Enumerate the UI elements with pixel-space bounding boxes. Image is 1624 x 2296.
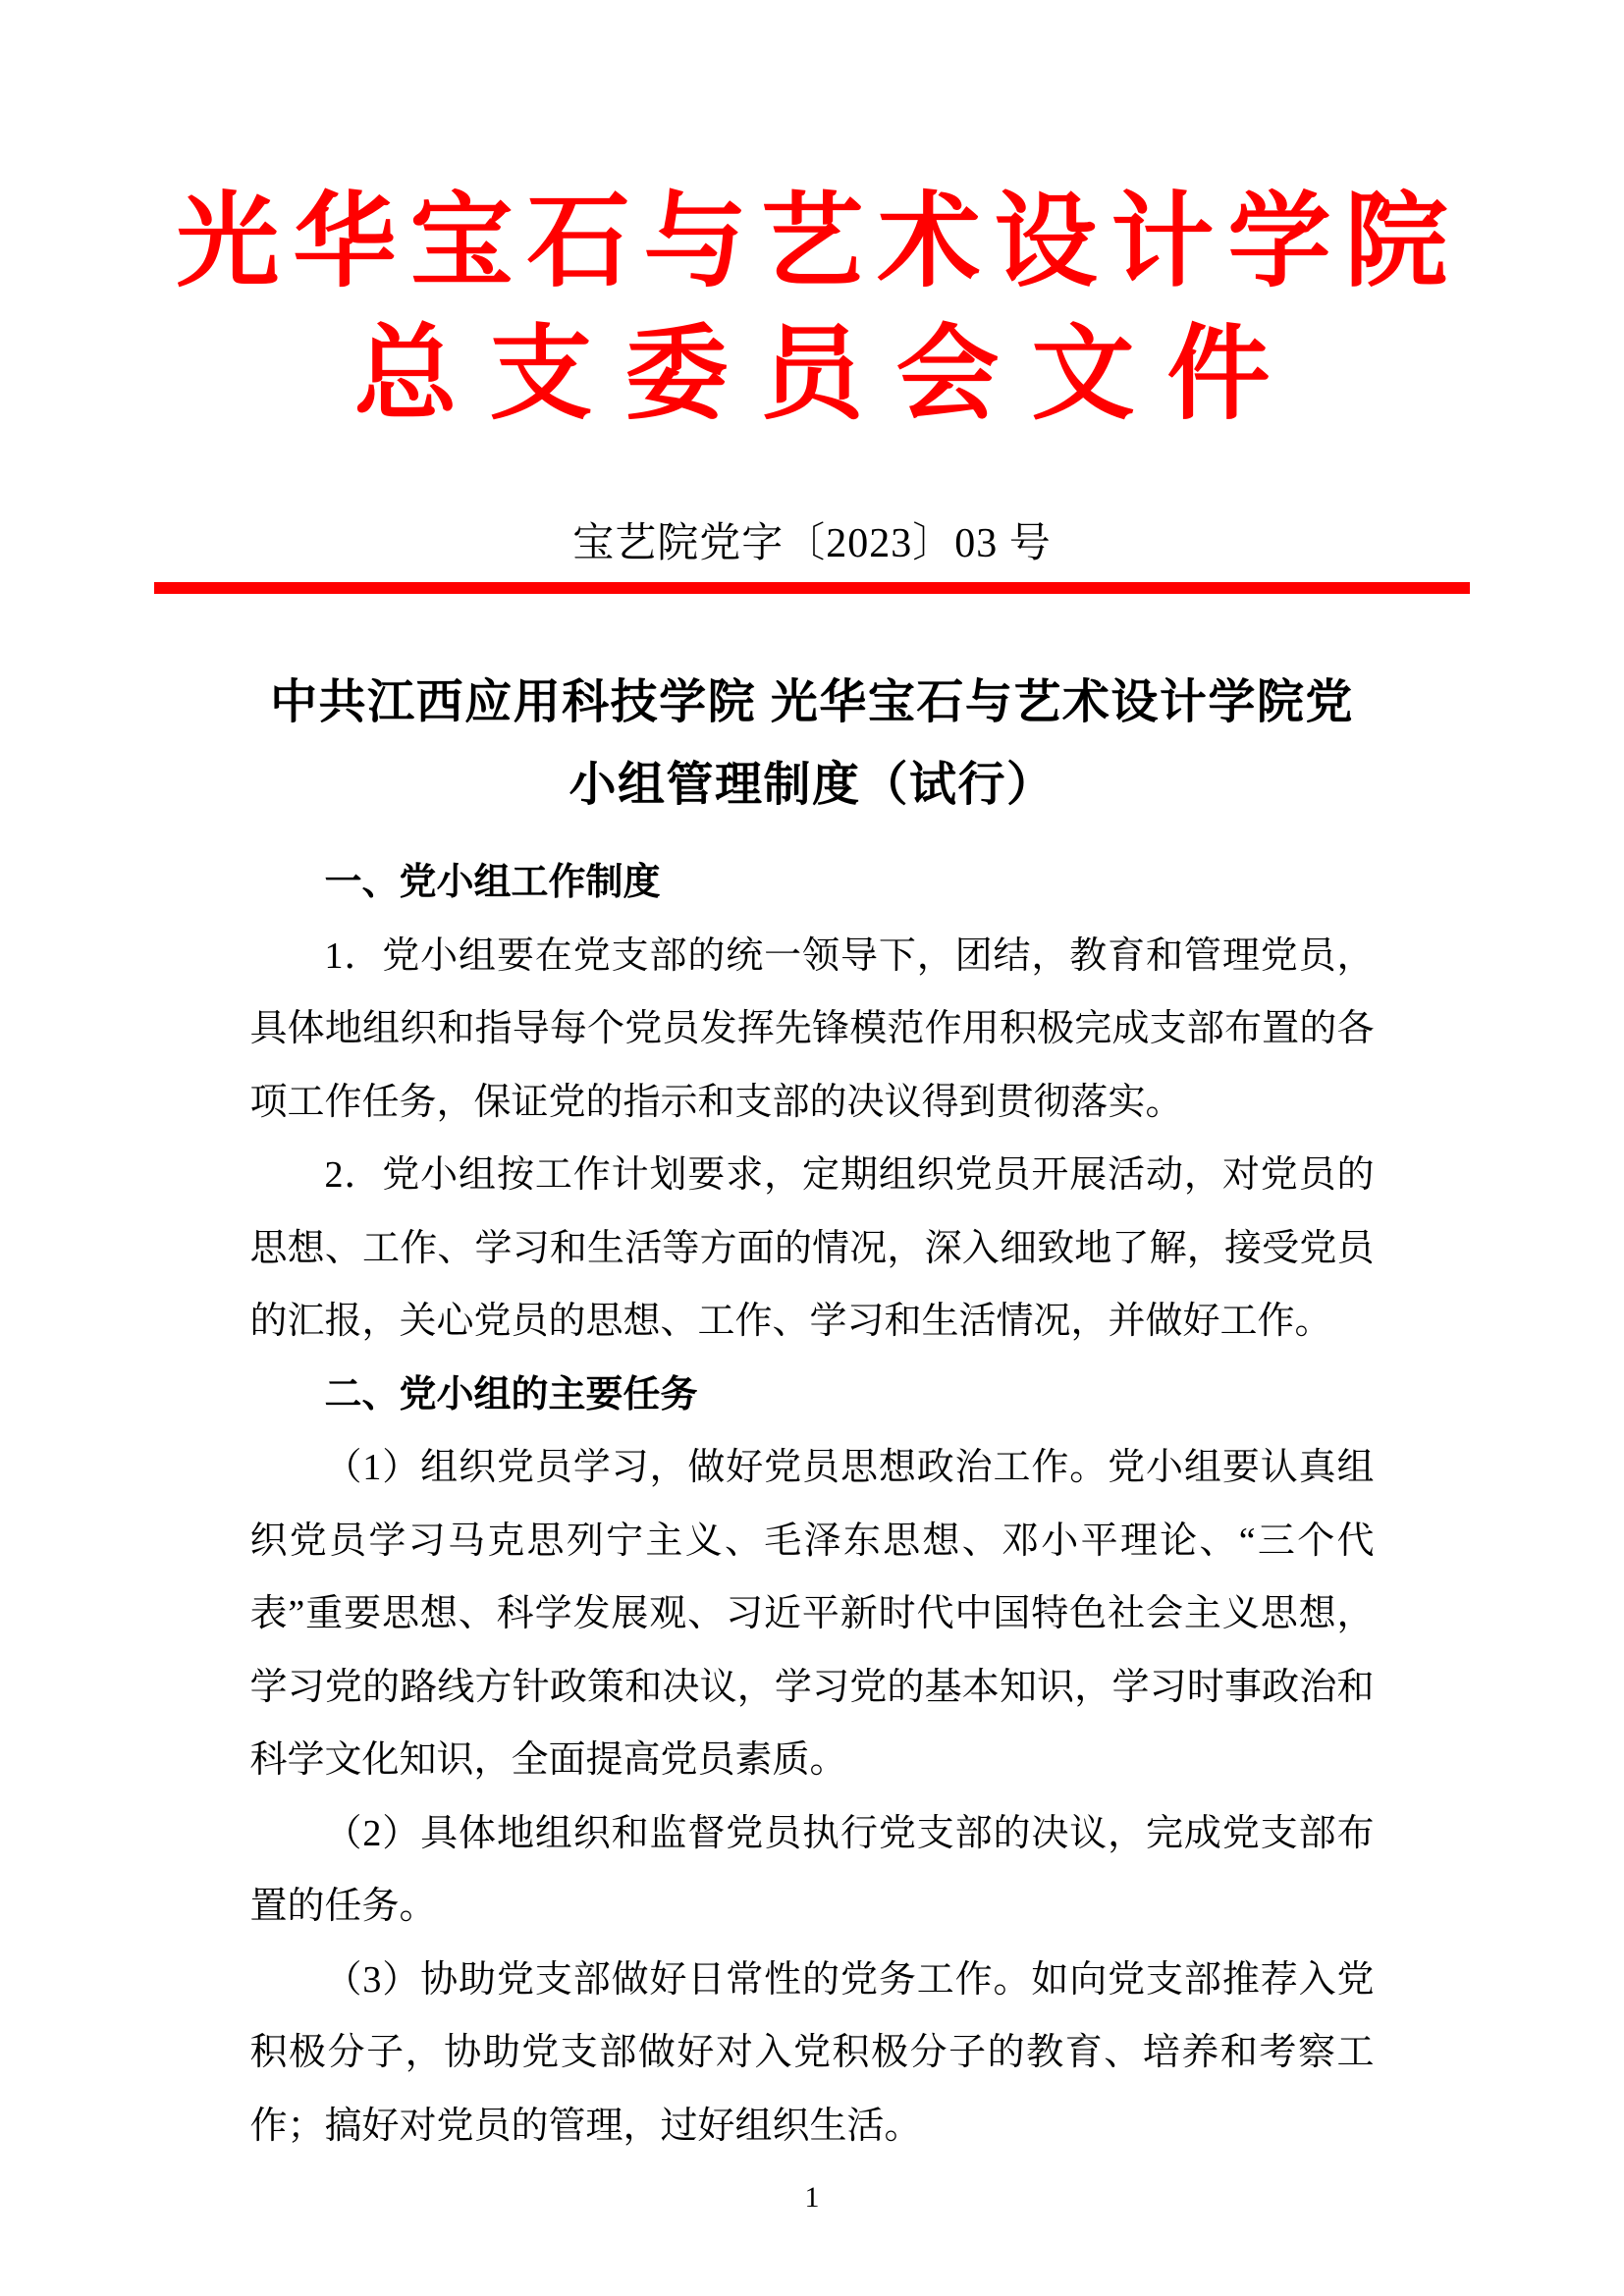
body-paragraph: （2）具体地组织和监督党员执行党支部的决议，完成党支部布置的任务。 <box>249 1812 1375 1927</box>
document-title <box>0 662 1624 827</box>
body-paragraph: 1．党小组要在党支部的统一领导下，团结，教育和管理党员，具体地组织和指导每个党员发挥先锋模范作用积极完成支部布置的各项工作任务，保证党的指示和支部的决议得到贯彻落实。 <box>249 934 1375 1123</box>
document-number: 宝艺院党字〔2023〕03 号 <box>572 521 1052 566</box>
document-title-line1: 中共江西应用科技学院 光华宝石与艺术设计学院党 <box>270 676 1354 728</box>
organization-name-line1: 光华宝石与艺术设计学院 <box>176 185 1462 299</box>
body-paragraph: 2．党小组按工作计划要求，定期组织党员开展活动，对党员的思想、工作、学习和生活等方面的情况，深入细致地了解，接受党员的汇报，关心党员的思想、工作、学习和生活情况，并做好工作。 <box>249 1154 1375 1342</box>
organization-name-line2: 总支委员会文件 <box>353 317 1303 432</box>
body-paragraph: （3）协助党支部做好日常性的党务工作。如向党支部推荐入党积极分子，协助党支部做好对入党积极分子的教育、培养和考察工作；搞好对党员的管理，过好组织生活。 <box>249 1958 1375 2147</box>
document-title-line2: 小组管理制度（试行） <box>568 759 1056 811</box>
document-body <box>250 846 1375 2163</box>
page-number: 1 <box>804 2181 820 2214</box>
section-heading: 二、党小组的主要任务 <box>324 1373 698 1415</box>
red-header <box>0 0 1624 441</box>
red-divider-rule <box>154 582 1470 594</box>
section-heading: 一、党小组工作制度 <box>324 862 661 903</box>
body-paragraph: （1）组织党员学习，做好党员思想政治工作。党小组要认真组织党员学习马克思列宁主义、毛泽东思想、邓小平理论、“三个代表”重要思想、科学发展观、习近平新时代中国特色社会主义思想，学习党的路线方针政策和决议，学习党的基本知识，学习时事政治和科学文化知识，全面提高党员素质。 <box>249 1447 1375 1781</box>
